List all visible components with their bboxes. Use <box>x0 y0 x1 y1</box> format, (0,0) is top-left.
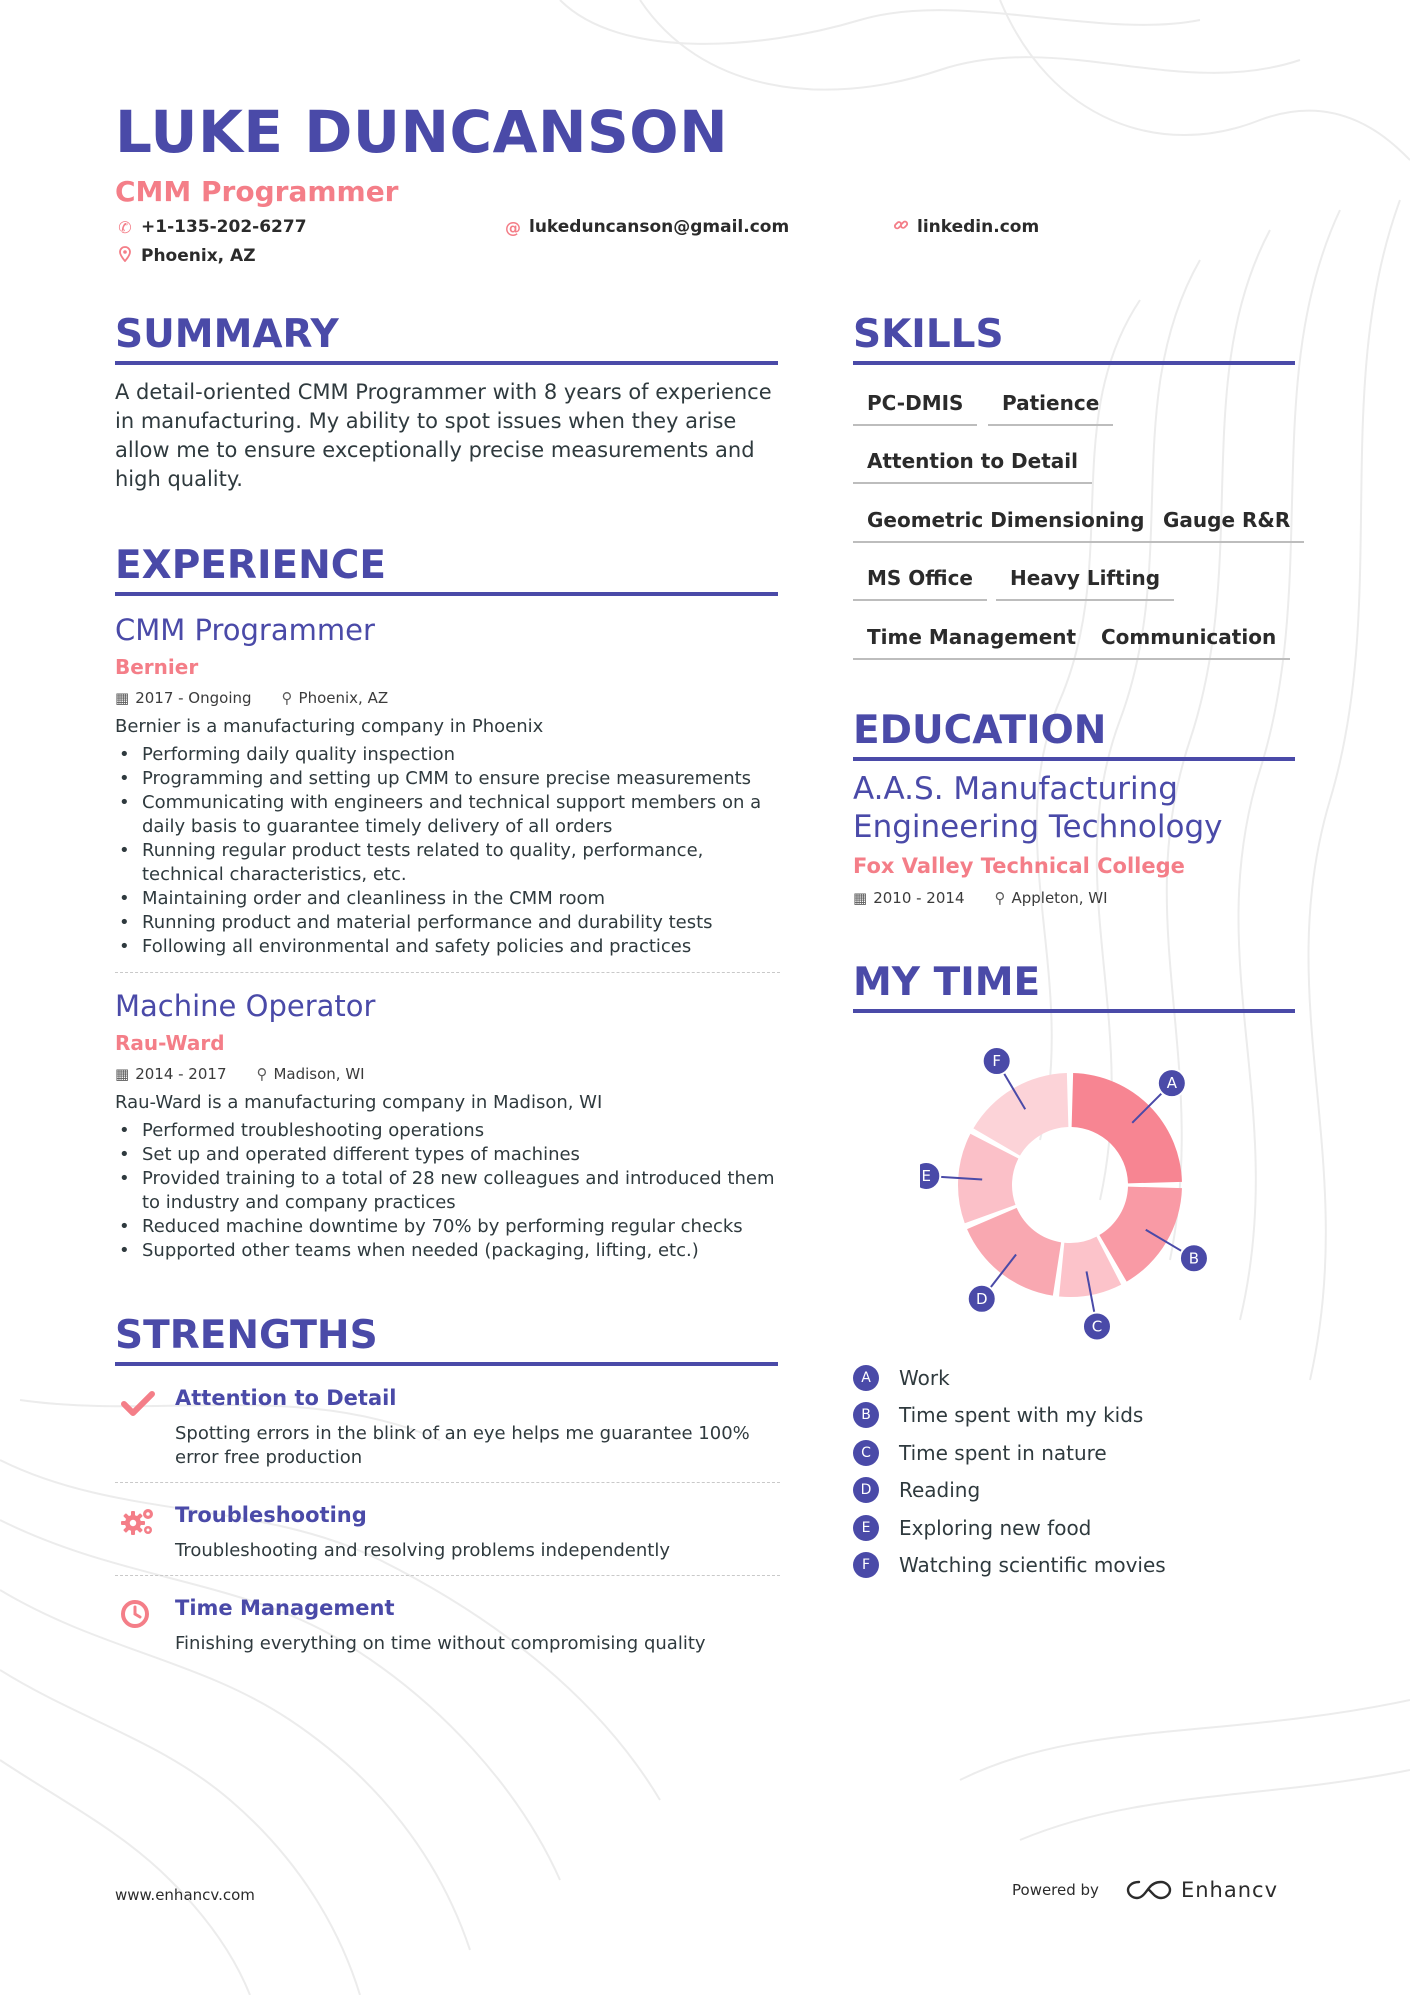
job-bullet: • Following all environmental and safety policies and practices <box>115 935 780 959</box>
job-dates-text: 2014 - 2017 <box>135 1065 227 1083</box>
legend-item <box>853 1397 1166 1435</box>
brand-text: Enhancv <box>1180 1878 1278 1902</box>
candidate-name: LUKE DUNCANSON <box>115 98 729 166</box>
strength-title: Attention to Detail <box>175 1386 397 1410</box>
strengths-heading: STRENGTHS <box>115 1313 378 1358</box>
job-bullet: • Reduced machine downtime by 70% by performing regular checks <box>115 1215 780 1239</box>
strength-item <box>115 1386 780 1476</box>
footer-website[interactable]: www.enhancv.com <box>115 1886 255 1904</box>
location-pin-icon: ⚲ <box>281 689 293 707</box>
donut-badge-label: C <box>1091 1317 1103 1336</box>
legend-label: Exploring new food <box>899 1515 1092 1540</box>
job-company: Bernier <box>115 655 199 679</box>
strength-description: Spotting errors in the blink of an eye helps me guarantee 100% error free production <box>175 1423 750 1468</box>
donut-badge-label: F <box>992 1052 1002 1071</box>
job-company: Rau-Ward <box>115 1031 225 1055</box>
legend-label: Time spent in nature <box>899 1440 1107 1465</box>
education-degree: A.A.S. Manufacturing Engineering Technology <box>853 771 1223 845</box>
candidate-title: CMM Programmer <box>115 175 399 208</box>
job-description: Rau-Ward is a manufacturing company in Madison, WI <box>115 1092 603 1113</box>
link-icon <box>893 217 909 237</box>
infinity-logo-icon <box>1125 1878 1173 1902</box>
education-location-text: Appleton, WI <box>1011 889 1108 907</box>
my-time-heading: MY TIME <box>853 960 1041 1005</box>
job-bullet: • Performing daily quality inspection <box>115 743 780 767</box>
legend-badge: E <box>853 1515 879 1541</box>
legend-item <box>853 1472 1166 1510</box>
legend-label: Work <box>899 1365 950 1390</box>
summary-text: A detail-oriented CMM Programmer with 8 years of experience in manufacturing. My ability to spot issues when they arise allow me to ensure exceptionally precise measurements and high quality. <box>115 380 772 491</box>
location-pin-icon: ⚲ <box>994 889 1006 907</box>
job-location <box>282 689 389 707</box>
strength-divider <box>115 1575 780 1576</box>
legend-badge: D <box>853 1477 879 1503</box>
legend-item <box>853 1547 1166 1585</box>
clock-icon <box>120 1599 156 1629</box>
legend-badge: B <box>853 1402 879 1428</box>
skill-tag: MS Office <box>853 566 987 601</box>
enhancv-logo[interactable] <box>1125 1878 1278 1902</box>
skill-tag: Gauge R&R <box>1149 508 1304 543</box>
my-time-legend <box>853 1359 1166 1584</box>
website-text: linkedin.com <box>917 217 1040 237</box>
calendar-icon: ▦ <box>115 1065 130 1083</box>
donut-badge-label: D <box>975 1289 988 1308</box>
job-bullet: • Programming and setting up CMM to ensure precise measurements <box>115 767 780 791</box>
job-dates-text: 2017 - Ongoing <box>135 689 252 707</box>
skill-tag: PC-DMIS <box>853 391 977 426</box>
job-title: CMM Programmer <box>115 613 375 647</box>
skill-tag: Patience <box>988 391 1113 426</box>
experience-heading: EXPERIENCE <box>115 543 387 588</box>
calendar-icon: ▦ <box>115 689 130 707</box>
phone-text: +1-135-202-6277 <box>141 217 307 237</box>
skill-tag: Attention to Detail <box>853 449 1092 484</box>
skills-heading: SKILLS <box>853 312 1004 357</box>
job-entry <box>115 611 780 959</box>
strength-item <box>115 1596 780 1656</box>
strength-description: Troubleshooting and resolving problems independently <box>175 1540 670 1561</box>
job-location <box>256 1065 364 1083</box>
job-meta <box>115 1065 780 1083</box>
education-school: Fox Valley Technical College <box>853 854 1185 878</box>
experience-rule <box>115 592 778 596</box>
skills-rule <box>853 361 1295 365</box>
donut-badge-label: A <box>1166 1074 1177 1093</box>
job-bullet: • Set up and operated different types of machines <box>115 1143 780 1167</box>
legend-label: Time spent with my kids <box>899 1403 1144 1428</box>
strength-title: Time Management <box>175 1596 395 1620</box>
location-text: Phoenix, AZ <box>141 246 256 266</box>
legend-label: Reading <box>899 1478 981 1503</box>
education-dates <box>853 889 964 907</box>
education-heading: EDUCATION <box>853 708 1107 753</box>
legend-item <box>853 1359 1166 1397</box>
my-time-donut-chart <box>920 1030 1220 1340</box>
job-description: Bernier is a manufacturing company in Phoenix <box>115 716 544 737</box>
contact-location <box>117 246 256 266</box>
my-time-rule <box>853 1009 1295 1013</box>
job-location-text: Madison, WI <box>273 1065 365 1083</box>
email-text: lukeduncanson@gmail.com <box>529 217 790 237</box>
summary-heading: SUMMARY <box>115 312 339 357</box>
education-meta <box>853 889 1108 907</box>
strengths-rule <box>115 1362 778 1366</box>
legend-item <box>853 1509 1166 1547</box>
contact-email[interactable] <box>505 217 789 237</box>
strength-title: Troubleshooting <box>175 1503 367 1527</box>
skill-tag: Communication <box>1087 625 1290 660</box>
phone-icon: ✆ <box>118 217 132 237</box>
job-bullet: • Maintaining order and cleanliness in the CMM room <box>115 887 780 911</box>
location-pin-icon: ⚲ <box>256 1065 268 1083</box>
donut-slice-d <box>967 1208 1061 1296</box>
summary-rule <box>115 361 778 365</box>
contact-website[interactable] <box>893 217 1039 237</box>
job-bullet: • Running product and material performance and durability tests <box>115 911 780 935</box>
strength-description: Finishing everything on time without compromising quality <box>175 1633 706 1654</box>
donut-badge-label: B <box>1188 1249 1200 1268</box>
footer-branding <box>1012 1878 1278 1902</box>
skill-tag: Geometric Dimensioning <box>853 508 1158 543</box>
gears-icon <box>120 1506 156 1536</box>
job-bullet: • Performed troubleshooting operations <box>115 1119 780 1143</box>
legend-badge: C <box>853 1440 879 1466</box>
job-bullets <box>115 1119 780 1263</box>
job-dates <box>115 689 252 707</box>
education-location <box>994 889 1107 907</box>
skill-tag: Heavy Lifting <box>996 566 1174 601</box>
legend-badge: F <box>853 1552 879 1578</box>
at-icon: @ <box>505 217 521 237</box>
calendar-icon: ▦ <box>853 889 868 907</box>
job-bullets <box>115 743 780 959</box>
education-rule <box>853 757 1295 761</box>
job-bullet: • Communicating with engineers and technical support members on a daily basis to guarantee timely delivery of all orders <box>115 791 780 839</box>
legend-badge: A <box>853 1365 879 1391</box>
job-divider <box>115 972 780 973</box>
job-dates <box>115 1065 226 1083</box>
job-entry <box>115 987 780 1263</box>
location-pin-icon <box>117 246 133 266</box>
powered-by-text: Powered by <box>1012 1881 1099 1899</box>
job-bullet: • Provided training to a total of 28 new colleagues and introduced them to industry and company practices <box>115 1167 780 1215</box>
education-dates-text: 2010 - 2014 <box>873 889 965 907</box>
checkmark-icon <box>120 1389 156 1419</box>
job-bullet: • Running regular product tests related to quality, performance, technical characteristics, etc. <box>115 839 780 887</box>
strength-divider <box>115 1482 780 1483</box>
contact-phone[interactable] <box>117 217 307 237</box>
legend-label: Watching scientific movies <box>899 1553 1166 1578</box>
donut-badge-label: E <box>921 1166 932 1185</box>
job-location-text: Phoenix, AZ <box>298 689 389 707</box>
skill-tag: Time Management <box>853 625 1090 660</box>
job-bullet: • Supported other teams when needed (packaging, lifting, etc.) <box>115 1239 780 1263</box>
job-meta <box>115 689 780 707</box>
legend-item <box>853 1434 1166 1472</box>
strength-item <box>115 1503 780 1563</box>
job-title: Machine Operator <box>115 989 376 1023</box>
